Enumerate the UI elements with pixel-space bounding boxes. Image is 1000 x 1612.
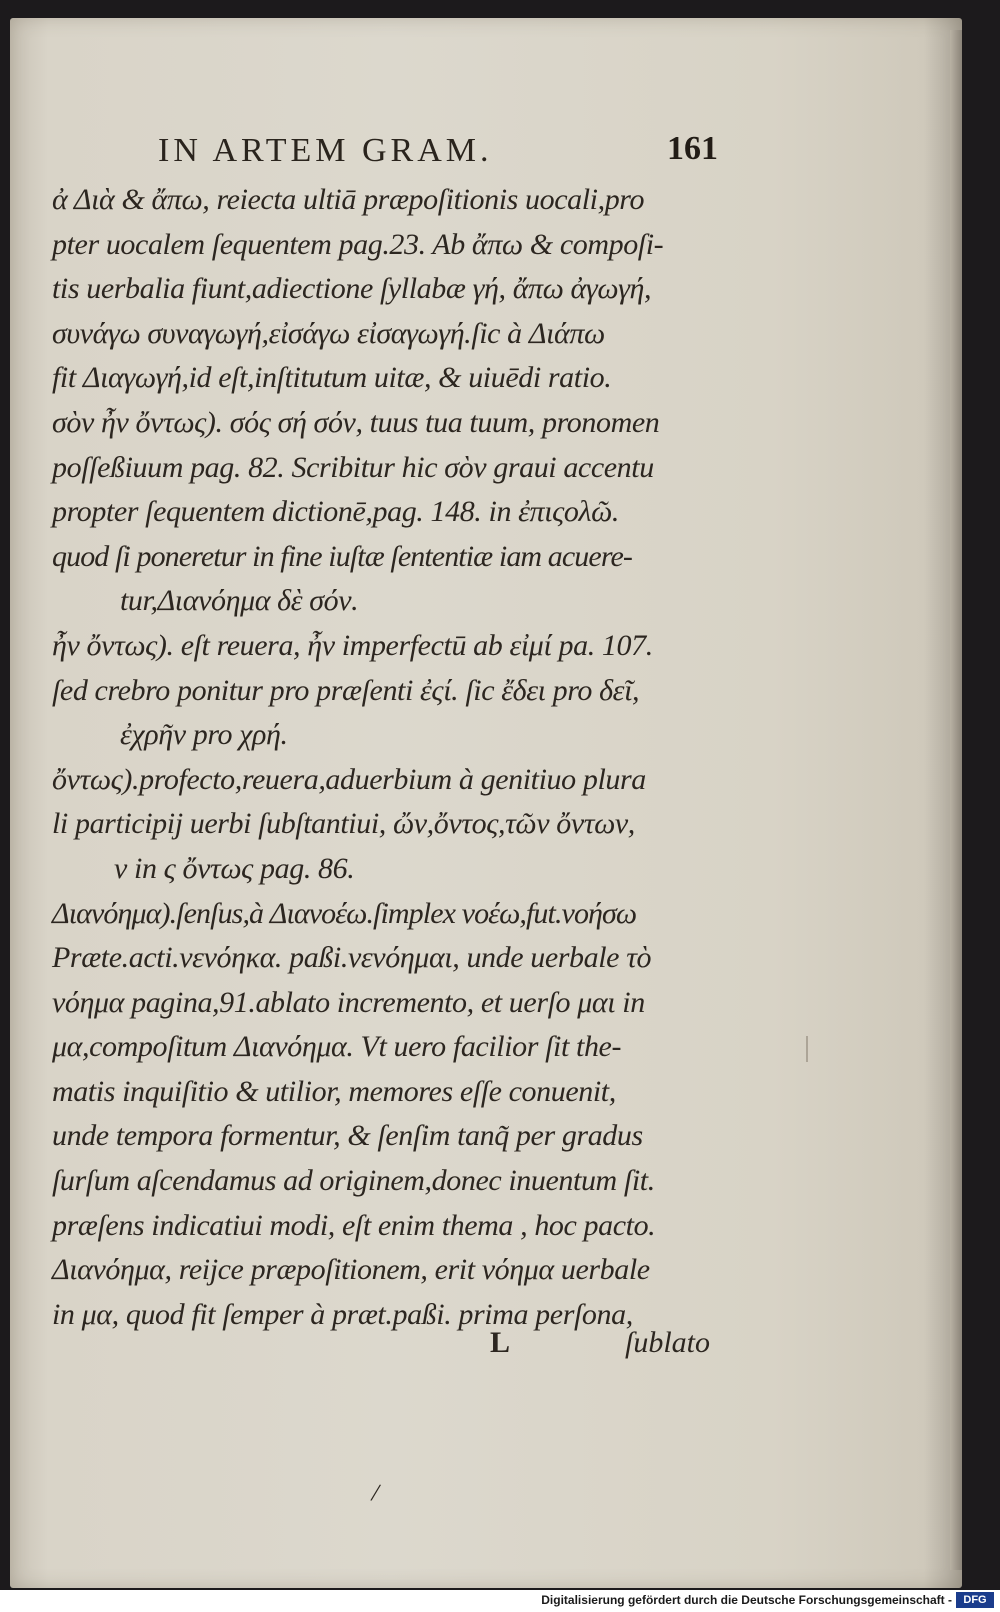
text-line: pter uocalem ſequentem pag.23. Ab ἄπω & compoſi- xyxy=(52,227,664,261)
running-head xyxy=(158,126,718,174)
margin-mark xyxy=(806,1036,808,1062)
text-line: poſſeßiuum pag. 82. Scribitur hic σὸν graui accentu xyxy=(52,450,654,484)
footer-bar xyxy=(0,1590,1000,1612)
text-line: Διανόημα).ſenſus,à Διανοέω.ſimplex νοέω,fut.νοήσω xyxy=(52,896,637,930)
text-line: propter ſequentem dictionē,pag. 148. in ἐπιςολῶ. xyxy=(52,495,619,529)
text-line: ſed crebro ponitur pro præſenti ἐςί. ſic ἔδει pro δεῖ, xyxy=(52,673,640,707)
text-line: ἐχρῆν pro χρή. xyxy=(120,718,288,752)
text-line: li participij uerbi ſubſtantiui, ὤν,ὄντος,τῶν ὄντων, xyxy=(52,807,635,841)
text-line: ἀ Διὰ & ἄπω, reiecta ultiā præpoſitionis uocali,pro xyxy=(52,183,645,216)
text-line: tis uerbalia fiunt,adiectione ſyllabæ γή, ἄπω ἀγωγή, xyxy=(52,272,652,306)
signature-mark: L xyxy=(490,1326,511,1359)
text-line: ὄντως).profecto,reuera,aduerbium à genitiuo plura xyxy=(52,762,646,796)
text-line: συνάγω συναγωγή,εἰσάγω εἰσαγωγή.ſic à Διάπω xyxy=(52,316,605,350)
text-line: matis inquiſitio & utilior, memores eſſe conuenit, xyxy=(52,1074,616,1108)
dfg-logo: DFG xyxy=(956,1592,994,1608)
text-block xyxy=(52,178,712,1337)
text-line: quod ſi poneretur in fine iuſtæ ſententiæ iam acuere- xyxy=(52,539,632,573)
catch-row xyxy=(490,1326,710,1370)
running-title: IN ARTEM GRAM. xyxy=(158,132,493,169)
text-line: Διανόημα, reijce præpoſitionem, erit νόημα uerbale xyxy=(52,1253,650,1287)
text-line: ἦν ὄντως). eſt reuera, ἦν imperfectū ab εἰμί pa. 107. xyxy=(52,628,653,662)
text-line: v in ς ὄντως pag. 86. xyxy=(114,851,355,885)
text-line: fit Διαγωγή,id eſt,inſtitutum uitæ, & uiuēdi ratio. xyxy=(52,361,612,395)
text-line: unde tempora formentur, & ſenſim tanq̃ per gradus xyxy=(52,1119,643,1153)
text-line: tur,Διανόημα δὲ σόν. xyxy=(120,584,359,618)
ink-mark: / xyxy=(369,1477,383,1508)
text-line: in μα, quod fit ſemper à præt.paßi. prima perſona, xyxy=(52,1297,633,1331)
text-line: νόημα pagina,91.ablato incremento, et uerſo μαι in xyxy=(52,985,645,1019)
catchword: ſublato xyxy=(624,1326,710,1359)
text-line: Præte.acti.νενόηκα. paßi.νενόημαι, unde uerbale τὸ xyxy=(52,941,652,975)
funding-credit: Digitalisierung gefördert durch die Deutsche Forschungsgemeinschaft - xyxy=(541,1593,952,1607)
text-line: ſurſum aſcendamus ad originem,donec inuentum ſit. xyxy=(52,1164,655,1198)
page-number: 161 xyxy=(667,130,718,167)
text-line: μα,compoſitum Διανόημα. Vt uero facilior ſit the- xyxy=(52,1030,622,1064)
text-line: σὸν ἦν ὄντως). σός σή σόν, tuus tua tuum, pronomen xyxy=(52,405,660,439)
page-edge xyxy=(950,30,962,1570)
text-line: præſens indicatiui modi, eſt enim thema , hoc pacto. xyxy=(52,1208,656,1242)
